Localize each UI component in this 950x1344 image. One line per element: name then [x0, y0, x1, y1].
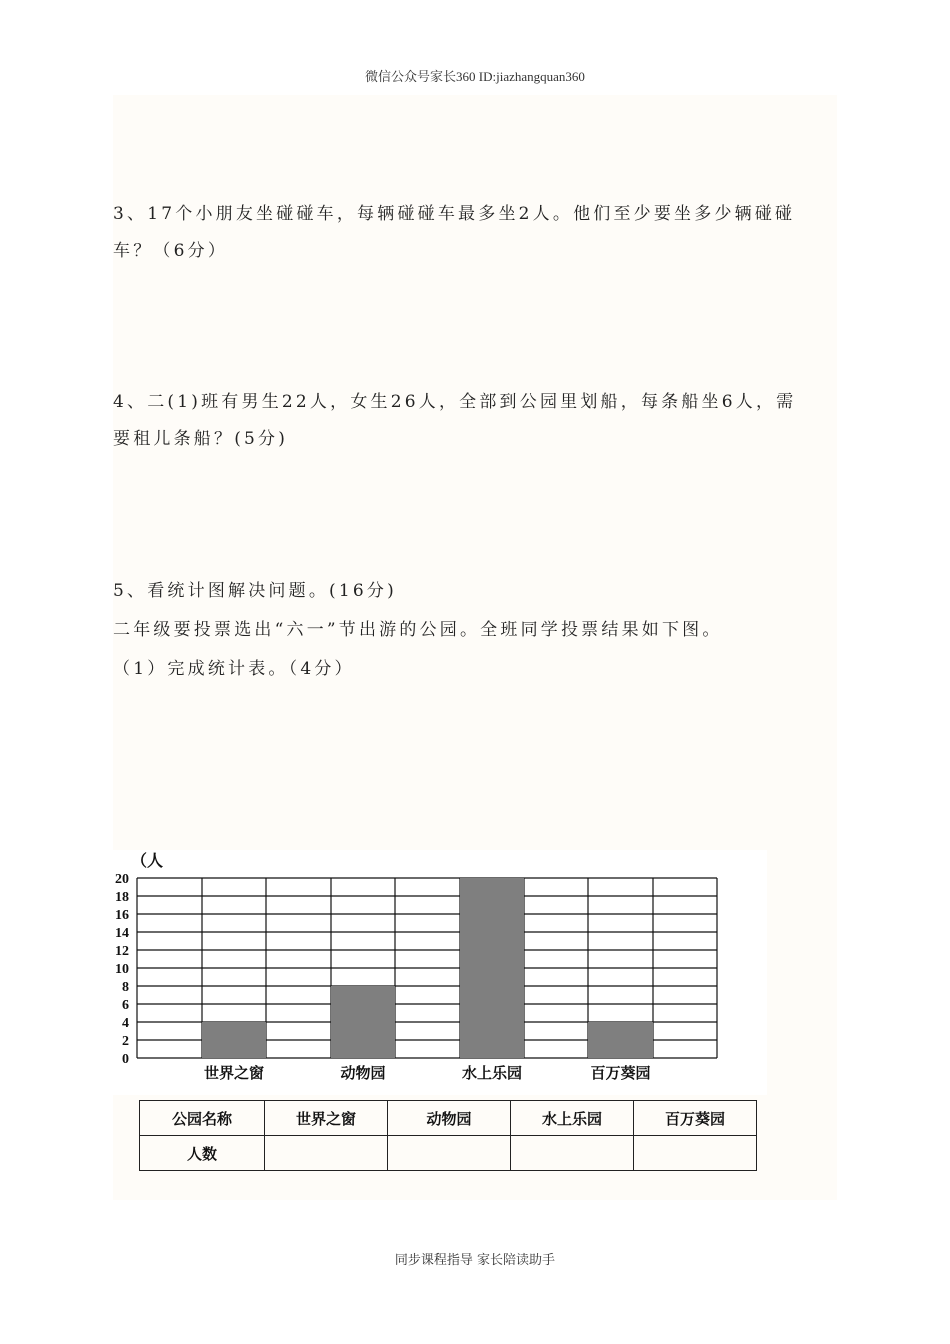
table-header-cell: 公园名称: [140, 1101, 265, 1136]
question-4-line-1: 4、二(1)班有男生22人，女生26人，全部到公园里划船，每条船坐6人，需: [113, 392, 797, 412]
bar-chart: [113, 850, 767, 1095]
y-tick-label: 8: [122, 980, 129, 995]
y-tick-label: 18: [115, 890, 129, 905]
bar-chart-area: [113, 850, 767, 1095]
question-5-line-1: 5、看统计图解决问题。(16分): [113, 581, 397, 601]
table-row: [140, 1136, 757, 1171]
question-3: [113, 196, 837, 270]
x-category-label: 水上乐园: [461, 1066, 523, 1082]
x-category-label: 动物园: [340, 1066, 386, 1082]
answer-cell[interactable]: [265, 1136, 388, 1171]
table-row-label: 人数: [140, 1136, 265, 1171]
bar-2: [331, 986, 395, 1058]
question-3-line-2: 车？（6分）: [113, 241, 229, 261]
x-category-label: 百万葵园: [590, 1066, 651, 1082]
question-4-line-2: 要租儿条船？(5分): [113, 429, 289, 449]
table-header-cell: 水上乐园: [511, 1101, 634, 1136]
question-3-line-1: 3、17个小朋友坐碰碰车，每辆碰碰车最多坐2人。他们至少要坐多少辆碰碰: [113, 204, 796, 224]
table-header-cell: 百万葵园: [634, 1101, 757, 1136]
y-tick-label: 4: [122, 1016, 129, 1031]
chart-y-label: （人: [131, 853, 164, 870]
table-header-cell: 世界之窗: [265, 1101, 388, 1136]
bar-3: [460, 878, 524, 1058]
answer-cell[interactable]: [634, 1136, 757, 1171]
statistics-table: [139, 1100, 757, 1171]
y-tick-label: 20: [115, 872, 129, 887]
question-5-line-3: （1）完成统计表。（4分）: [113, 659, 355, 679]
y-tick-label: 2: [122, 1034, 129, 1049]
y-tick-label: 14: [115, 926, 129, 941]
answer-cell[interactable]: [511, 1136, 634, 1171]
y-tick-label: 0: [122, 1052, 129, 1067]
bar-4: [588, 1022, 653, 1058]
x-category-label: 世界之窗: [203, 1066, 265, 1082]
y-tick-label: 10: [115, 962, 129, 977]
table-header-row: [140, 1101, 757, 1136]
answer-cell[interactable]: [388, 1136, 511, 1171]
bar-1: [202, 1022, 266, 1058]
question-4: [113, 384, 837, 458]
y-tick-label: 16: [115, 908, 129, 923]
table-header-cell: 动物园: [388, 1101, 511, 1136]
y-tick-label: 6: [122, 998, 129, 1013]
page-header: 微信公众号家长360 ID:jiazhangquan360: [365, 69, 585, 84]
page-footer: 同步课程指导 家长陪读助手: [394, 1253, 556, 1268]
y-tick-label: 12: [115, 944, 129, 959]
question-5-line-2: 二年级要投票选出“六一”节出游的公园。全班同学投票结果如下图。: [113, 620, 723, 640]
question-5: [113, 572, 837, 689]
